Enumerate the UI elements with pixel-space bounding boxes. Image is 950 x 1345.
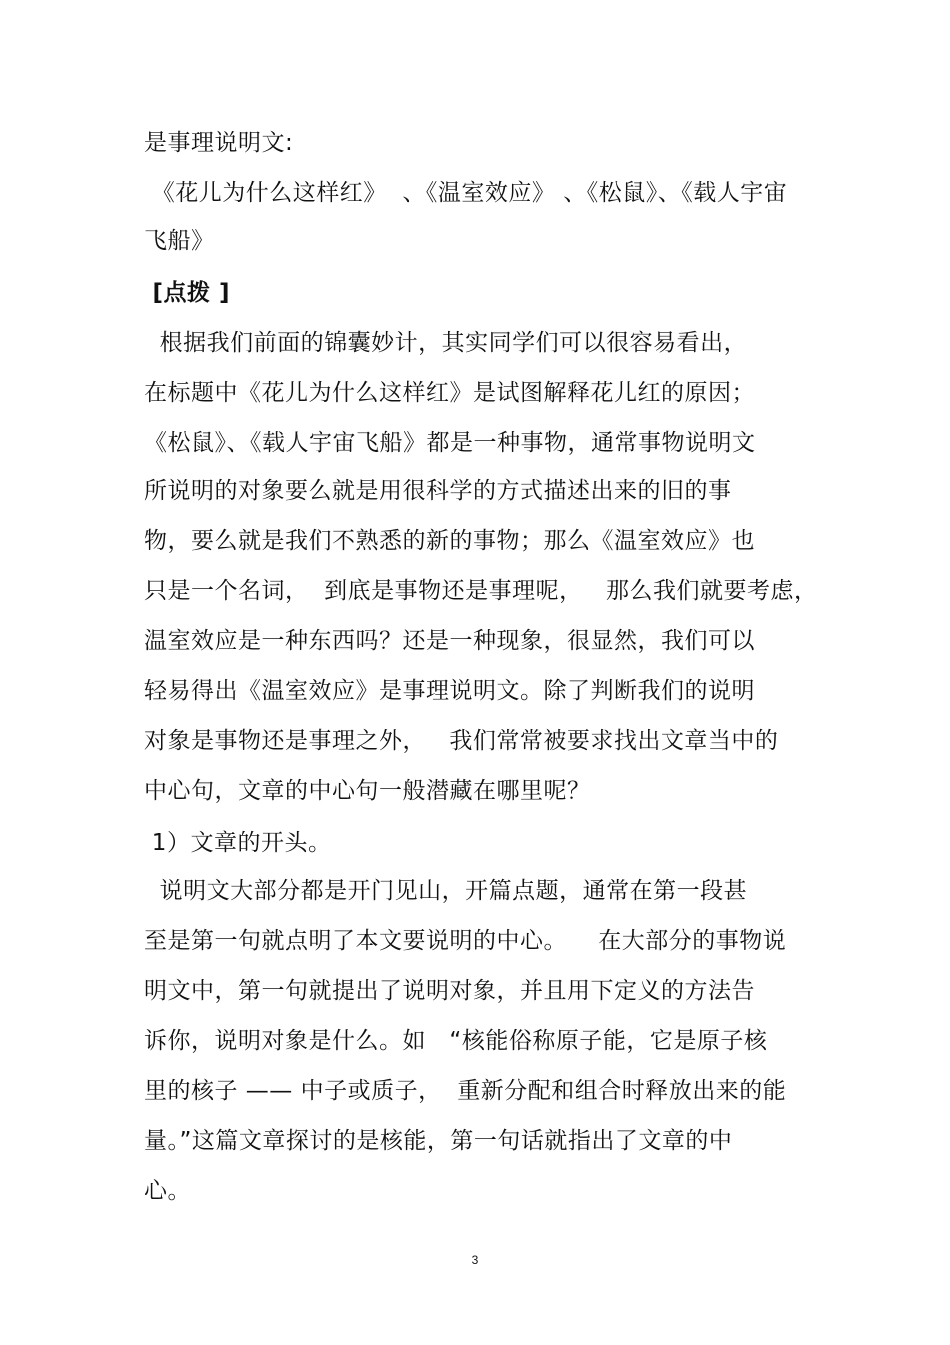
text-line: 只是一个名词， 到底是事物还是事理呢， 那么我们就要考虑， (144, 578, 818, 604)
text-line: 心。 (144, 1178, 191, 1204)
section-heading: [点拨 ] (144, 280, 231, 306)
text-line: 《花儿为什么这样红》 、《温室效应》 、《松鼠》、《载人宇宙 (144, 180, 788, 206)
text-line: 对象是事物还是事理之外， 我们常常被要求找出文章当中的 (144, 728, 779, 754)
text-line: 物，要么就是我们不熟悉的新的事物；那么《温室效应》也 (144, 528, 755, 554)
text-line: 诉你，说明对象是什么。如 “核能俗称原子能，它是原子核 (144, 1028, 768, 1054)
list-item-heading: 1）文章的开头。 (144, 830, 332, 856)
text-line: 《松鼠》、《载人宇宙飞船》都是一种事物，通常事物说明文 (144, 430, 756, 456)
text-line: 中心句，文章的中心句一般潜藏在哪里呢？ (144, 778, 591, 804)
text-line: 是事理说明文: (144, 130, 294, 156)
text-line: 明文中，第一句就提出了说明对象，并且用下定义的方法告 (144, 978, 755, 1004)
text-line: 根据我们前面的锦囊妙计，其实同学们可以很容易看出， (144, 330, 748, 356)
text-line: 温室效应是一种东西吗？还是一种现象，很显然，我们可以 (144, 628, 755, 654)
text-line: 飞船》 (144, 228, 215, 254)
text-line: 量。”这篇文章探讨的是核能，第一句话就指出了文章的中 (144, 1128, 733, 1154)
text-line: 里的核子 —— 中子或质子， 重新分配和组合时释放出来的能 (144, 1078, 787, 1104)
text-line: 在标题中《花儿为什么这样红》是试图解释花儿红的原因； (144, 380, 755, 406)
text-line: 所说明的对象要么就是用很科学的方式描述出来的旧的事 (144, 478, 732, 504)
text-line: 至是第一句就点明了本文要说明的中心。 在大部分的事物说 (144, 928, 787, 954)
page-number: 3 (471, 1253, 479, 1267)
text-line: 说明文大部分都是开门见山，开篇点题，通常在第一段甚 (144, 878, 748, 904)
text-line: 轻易得出《温室效应》是事理说明文。除了判断我们的说明 (144, 678, 755, 704)
